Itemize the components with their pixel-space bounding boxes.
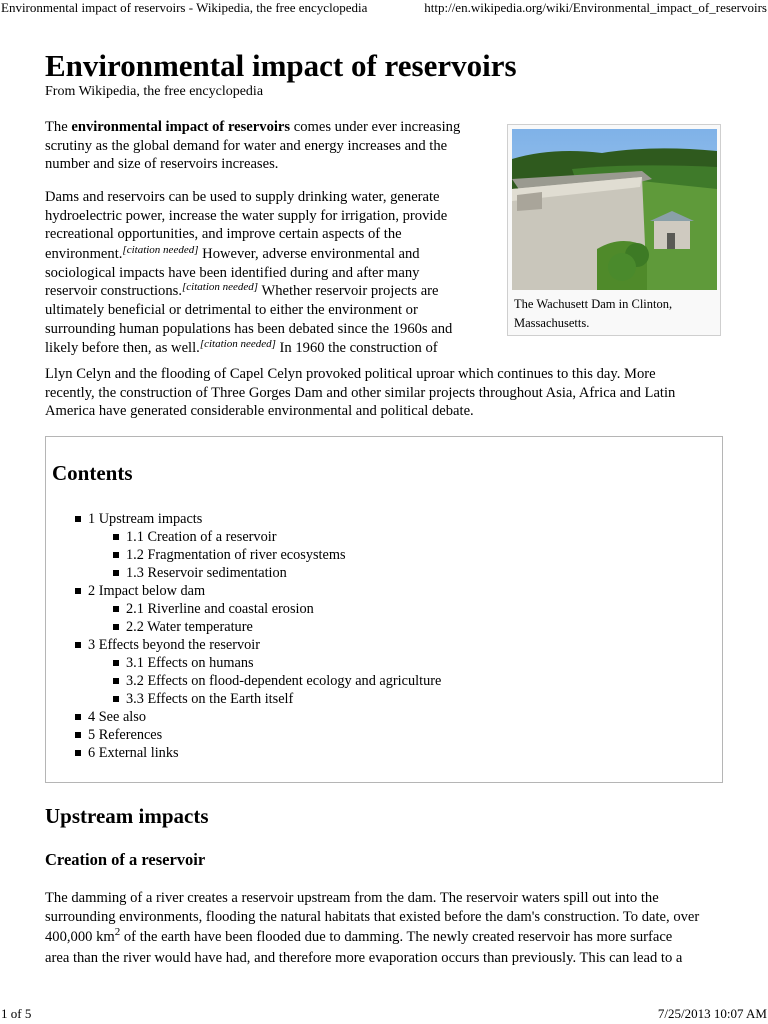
toc-item[interactable]: 4 See also [88, 708, 146, 726]
toc-item[interactable]: 5 References [88, 726, 162, 744]
citation-needed-link[interactable]: [citation needed] [181, 281, 259, 293]
header-page-title: Environmental impact of reservoirs - Wikipedia, the free encyclopedia [1, 0, 368, 15]
toc-item[interactable]: 6 External links [88, 744, 179, 762]
bullet-icon [113, 660, 119, 666]
bullet-icon [75, 732, 81, 738]
toc-item[interactable]: 2.2 Water temperature [126, 618, 253, 636]
bullet-icon [75, 750, 81, 756]
header-url[interactable]: http://en.wikipedia.org/wiki/Environmental_impact_of_reservoirs [424, 0, 767, 15]
toc-item[interactable]: 3.3 Effects on the Earth itself [126, 690, 293, 708]
image-caption: The Wachusett Dam in Clinton, Massachusetts. [514, 297, 673, 330]
toc-item[interactable]: 1 Upstream impacts [88, 510, 202, 528]
wachusett-dam-photo[interactable] [512, 129, 717, 290]
dam-photo-svg [512, 129, 717, 290]
subsection-heading: Creation of a reservoir [45, 850, 206, 869]
intro-paragraph-3: Llyn Celyn and the flooding of Capel Celyn provoked political uproar which continues to this day. More recently, the construction of Three Gorges Dam and other similar projects throughout Asia, Africa and Latin America have generated considerable environmental and political debate. [45, 366, 676, 419]
bullet-icon [113, 696, 119, 702]
bullet-icon [113, 552, 119, 558]
citation-needed-link[interactable]: [citation needed] [122, 243, 199, 256]
section-paragraph: The damming of a river creates a reservoir upstream from the dam. The reservoir waters spill out into the surrounding environments, flooding the natural habitats that existed before the dam's construction. To date, over 400,000 $km^2$ of the earth have been flooded due to damming. The newly created reservoir has more surface area than the river would have had, and therefore more evaporation occurs than previously. This can lead to a [45, 890, 700, 966]
bold-term: environmental impact of reservoirs [71, 119, 291, 135]
bullet-icon [75, 588, 81, 594]
toc-item[interactable]: 1.1 Creation of a reservoir [126, 528, 276, 546]
table-of-contents [45, 436, 723, 783]
bullet-icon [113, 534, 119, 540]
toc-item[interactable]: 1.3 Reservoir sedimentation [126, 564, 287, 582]
bullet-icon [113, 678, 119, 684]
footer-page-number: 1 of 5 [1, 1006, 32, 1021]
footer-timestamp: 7/25/2013 10:07 AM [657, 1006, 767, 1021]
section-heading: Upstream impacts [45, 804, 209, 828]
citation-needed-link[interactable]: [citation needed] [199, 338, 276, 350]
page-title: Environmental impact of reservoirs [45, 48, 517, 83]
bullet-icon [113, 624, 119, 630]
print-footer [0, 1006, 768, 1024]
toc-item[interactable]: 2.1 Riverline and coastal erosion [126, 600, 314, 618]
bullet-icon [75, 516, 81, 522]
dam-thumbnail [507, 124, 721, 336]
toc-item[interactable]: 1.2 Fragmentation of river ecosystems [126, 546, 346, 564]
print-header [0, 0, 768, 18]
bullet-icon [113, 570, 119, 576]
bullet-icon [113, 606, 119, 612]
intro-paragraph-1: The environmental impact of reservoirs comes under ever increasing scrutiny as the global demand for water and energy increases and the number and size of reservoirs increases. [45, 119, 461, 172]
intro-paragraph-2: Dams and reservoirs can be used to supply drinking water, generate hydroelectric power, increase the water supply for irrigation, provide recreational opportunities, and improve certain aspects of the environment.[citation needed] However, adverse environmental and sociological impacts have been identified during and after many reservoir constructions.[citation needed] Whether reservoir projects are ultimately beneficial or detrimental to either the environment or surrounding human populations has been debated since the 1960s and likely before then, as well.[citation needed] In 1960 the construction of [45, 189, 453, 356]
toc-item[interactable]: 3.1 Effects on humans [126, 654, 254, 672]
toc-item[interactable]: 3 Effects beyond the reservoir [88, 636, 260, 654]
bullet-icon [75, 714, 81, 720]
toc-item[interactable]: 3.2 Effects on flood-dependent ecology and agriculture [126, 672, 441, 690]
site-tagline: From Wikipedia, the free encyclopedia [45, 84, 264, 99]
toc-title: Contents [52, 461, 133, 485]
bullet-icon [75, 642, 81, 648]
toc-item[interactable]: 2 Impact below dam [88, 582, 205, 600]
